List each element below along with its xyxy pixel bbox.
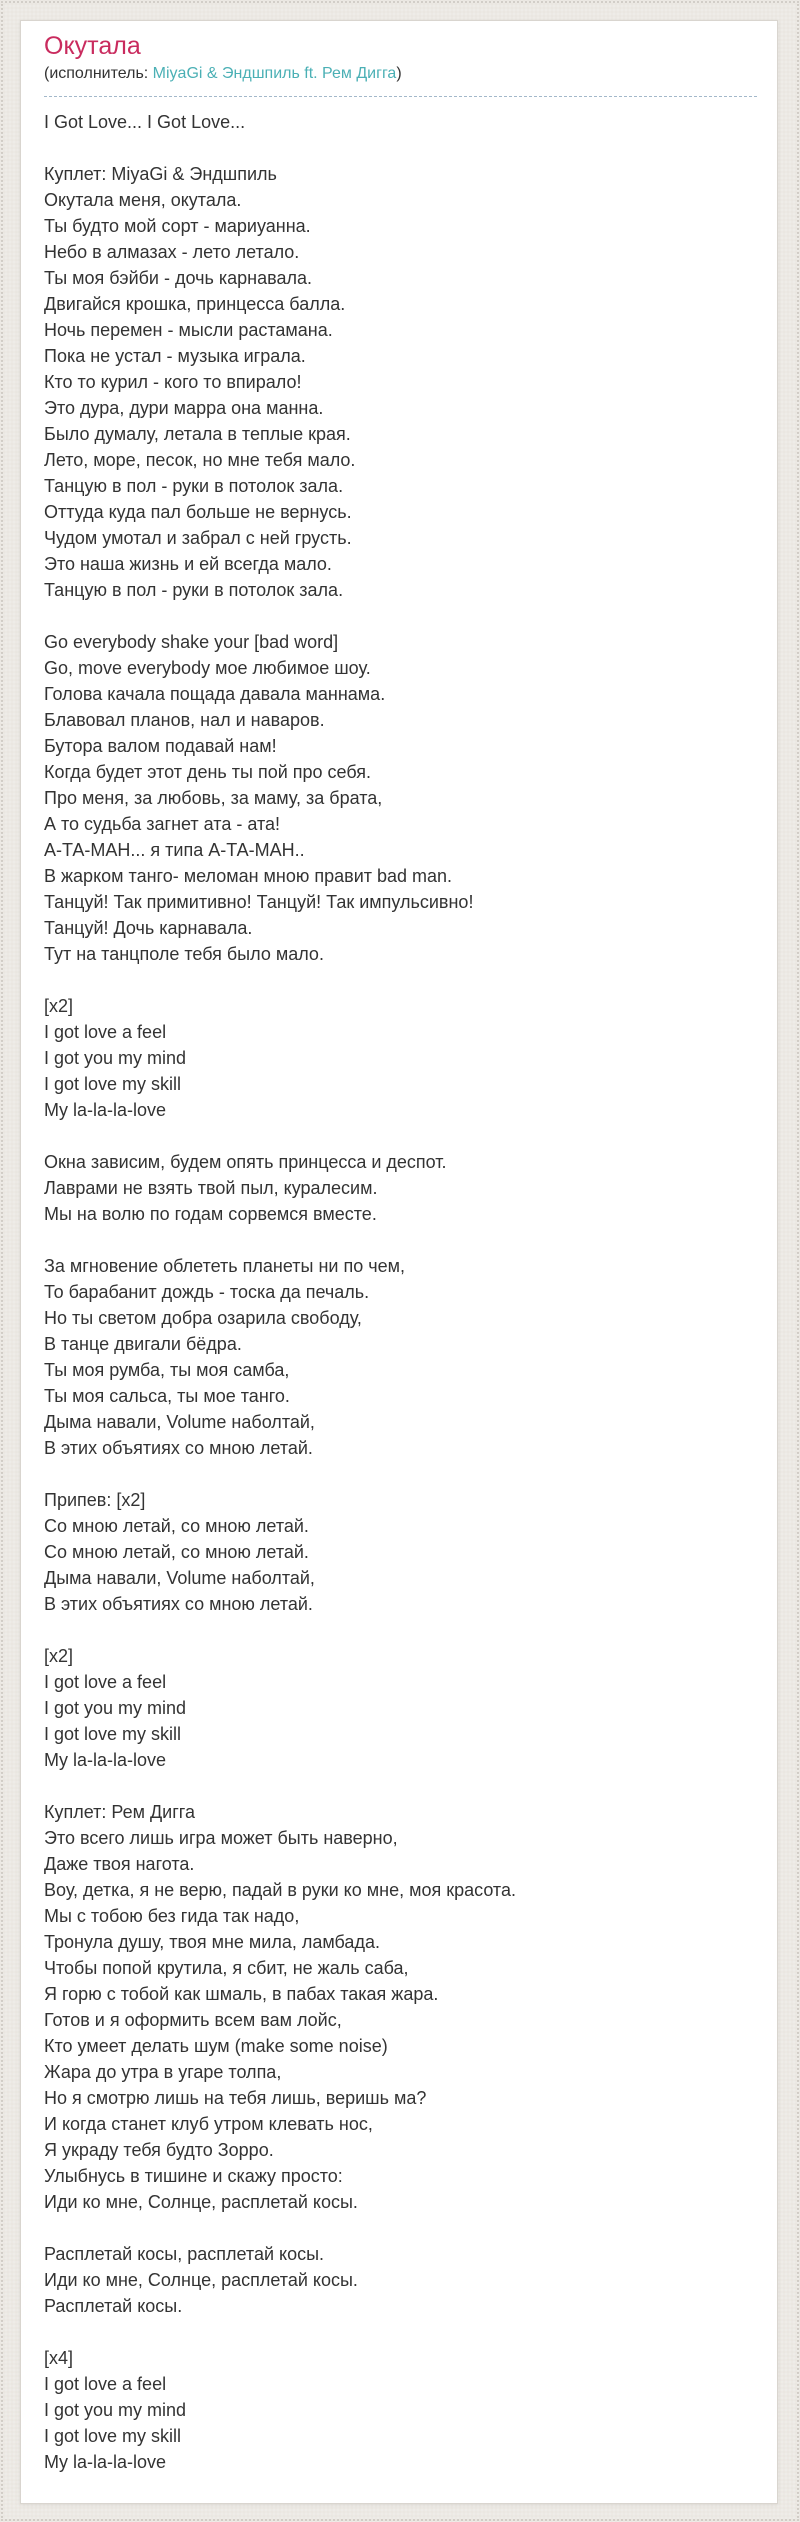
lyric-line: Окна зависим, будем опять принцесса и деспот.: [44, 1152, 447, 1172]
lyric-line: Тут на танцполе тебя было мало.: [44, 944, 324, 964]
lyric-line: Голова качала пощада давала маннама.: [44, 684, 386, 704]
lyric-line: [44, 2319, 757, 2345]
lyric-line: Расплетай косы.: [44, 2296, 183, 2316]
lyric-line: Двигайся крошка, принцесса балла.: [44, 294, 346, 314]
lyric-line: Тронула душу, твоя мне мила, ламбада.: [44, 1932, 380, 1952]
lyric-line: А-ТА-МАН... я типа А-ТА-МАН..: [44, 840, 305, 860]
lyric-line: Танцую в пол - руки в потолок зала.: [44, 580, 344, 600]
lyric-line: В жарком танго- меломан мною правит bad man.: [44, 866, 453, 886]
lyric-line: Это наша жизнь и ей всегда мало.: [44, 554, 332, 574]
lyric-line: I got love my skill: [44, 2426, 182, 2446]
lyric-line: Даже твоя нагота.: [44, 1854, 195, 1874]
lyric-line: My la-la-la-love: [44, 1750, 167, 1770]
lyric-line: Лаврами не взять твой пыл, куралесим.: [44, 1178, 378, 1198]
lyric-line: Лето, море, песок, но мне тебя мало.: [44, 450, 356, 470]
lyric-line: Мы на волю по годам сорвемся вместе.: [44, 1204, 377, 1224]
lyric-line: Жара до утра в угаре толпа,: [44, 2062, 282, 2082]
lyric-line: Куплет: MiyaGi & Эндшпиль: [44, 164, 277, 184]
lyric-line: Но ты светом добра озарила свободу,: [44, 1308, 362, 1328]
lyric-line: [44, 2215, 757, 2241]
lyric-line: Расплетай косы, расплетай косы.: [44, 2244, 325, 2264]
lyric-line: I got love my skill: [44, 1724, 182, 1744]
lyric-line: [44, 1461, 757, 1487]
lyric-line: Кто умеет делать шум (make some noise): [44, 2036, 388, 2056]
lyric-line: За мгновение облететь планеты ни по чем,: [44, 1256, 405, 1276]
lyric-line: Готов и я оформить всем вам лойс,: [44, 2010, 342, 2030]
lyric-line: [44, 135, 757, 161]
lyric-line: Дыма навали, Volume наболтай,: [44, 1412, 315, 1432]
artist-line: [44, 63, 757, 85]
lyric-line: В этих объятиях со мною летай.: [44, 1594, 313, 1614]
lyric-line: Блавовал планов, нал и наваров.: [44, 710, 325, 730]
lyric-line: I Got Love... I Got Love...: [44, 112, 246, 132]
lyric-line: Иди ко мне, Солнце, расплетай косы.: [44, 2192, 358, 2212]
lyric-line: Танцую в пол - руки в потолок зала.: [44, 476, 344, 496]
lyric-line: Дыма навали, Volume наболтай,: [44, 1568, 315, 1588]
lyric-line: [44, 1773, 757, 1799]
lyric-line: [44, 603, 757, 629]
lyric-line: Оттуда куда пал больше не вернусь.: [44, 502, 352, 522]
lyric-line: I got you my mind: [44, 2400, 187, 2420]
lyrics-card: [20, 20, 778, 2504]
lyric-line: В танце двигали бёдра.: [44, 1334, 242, 1354]
lyric-line: Ночь перемен - мысли растамана.: [44, 320, 333, 340]
lyric-line: Это дура, дури марра она манна.: [44, 398, 324, 418]
lyric-line: Иди ко мне, Солнце, расплетай косы.: [44, 2270, 358, 2290]
lyric-line: Воу, детка, я не верю, падай в руки ко мне, моя красота.: [44, 1880, 516, 1900]
lyric-line: My la-la-la-love: [44, 2452, 167, 2472]
lyric-line: I got love a feel: [44, 1022, 167, 1042]
lyric-line: Когда будет этот день ты пой про себя.: [44, 762, 372, 782]
lyric-line: [x2]: [44, 1646, 74, 1666]
lyric-line: Чудом умотал и забрал с ней грусть.: [44, 528, 352, 548]
lyric-line: Улыбнусь в тишине и скажу просто:: [44, 2166, 343, 2186]
lyric-line: I got you my mind: [44, 1048, 187, 1068]
lyric-line: My la-la-la-love: [44, 1100, 167, 1120]
page-title: Окутала: [44, 32, 141, 60]
lyric-line: Ты моя бэйби - дочь карнавала.: [44, 268, 312, 288]
lyric-line: Припев: [x2]: [44, 1490, 146, 1510]
lyric-line: Небо в алмазах - лето летало.: [44, 242, 300, 262]
lyric-line: Со мною летай, со мною летай.: [44, 1542, 309, 1562]
lyrics-text: [44, 109, 757, 2475]
lyric-line: [x2]: [44, 996, 74, 1016]
lyric-line: Ты моя румба, ты моя самба,: [44, 1360, 290, 1380]
lyric-line: [44, 1123, 757, 1149]
lyric-line: То барабанит дождь - тоска да печаль.: [44, 1282, 370, 1302]
lyric-line: I got love my skill: [44, 1074, 182, 1094]
lyric-line: Кто то курил - кого то впирало!: [44, 372, 302, 392]
lyric-line: Я горю с тобой как шмаль, в пабах такая жара.: [44, 1984, 439, 2004]
lyric-line: Со мною летай, со мною летай.: [44, 1516, 309, 1536]
lyric-line: Go everybody shake your [bad word]: [44, 632, 339, 652]
song-header: [44, 31, 757, 97]
lyric-line: Ты моя сальса, ты мое танго.: [44, 1386, 290, 1406]
lyric-line: Go, move everybody мое любимое шоу.: [44, 658, 371, 678]
lyric-line: Но я смотрю лишь на тебя лишь, веришь ма?: [44, 2088, 427, 2108]
lyric-line: В этих объятиях со мною летай.: [44, 1438, 313, 1458]
lyric-line: [44, 1617, 757, 1643]
lyric-line: Окутала меня, окутала.: [44, 190, 242, 210]
lyric-line: Танцуй! Так примитивно! Танцуй! Так импульсивно!: [44, 892, 474, 912]
lyric-line: [x4]: [44, 2348, 74, 2368]
lyric-line: Пока не устал - музыка играла.: [44, 346, 306, 366]
lyric-line: Ты будто мой сорт - мариуанна.: [44, 216, 311, 236]
lyric-line: И когда станет клуб утром клевать нос,: [44, 2114, 373, 2134]
artist-label-close: ): [396, 65, 402, 82]
lyric-line: Танцуй! Дочь карнавала.: [44, 918, 253, 938]
lyric-line: Я украду тебя будто Зорро.: [44, 2140, 274, 2160]
lyric-line: Это всего лишь игра может быть наверно,: [44, 1828, 398, 1848]
lyric-line: I got you my mind: [44, 1698, 187, 1718]
lyric-line: [44, 1227, 757, 1253]
lyric-line: I got love a feel: [44, 1672, 167, 1692]
lyric-line: Куплет: Рем Дигга: [44, 1802, 195, 1822]
lyric-line: Было думалу, летала в теплые края.: [44, 424, 351, 444]
artist-link[interactable]: MiyaGi & Эндшпиль ft. Рем Дигга: [152, 65, 397, 82]
lyric-line: Про меня, за любовь, за маму, за брата,: [44, 788, 383, 808]
artist-label-open: (исполнитель:: [44, 65, 149, 82]
lyric-line: Мы с тобою без гида так надо,: [44, 1906, 300, 1926]
lyric-line: [44, 967, 757, 993]
lyric-line: I got love a feel: [44, 2374, 167, 2394]
lyric-line: А то судьба загнет ата - ата!: [44, 814, 281, 834]
lyric-line: Бутора валом подавай нам!: [44, 736, 277, 756]
lyric-line: Чтобы попой крутила, я сбит, не жаль саба,: [44, 1958, 409, 1978]
